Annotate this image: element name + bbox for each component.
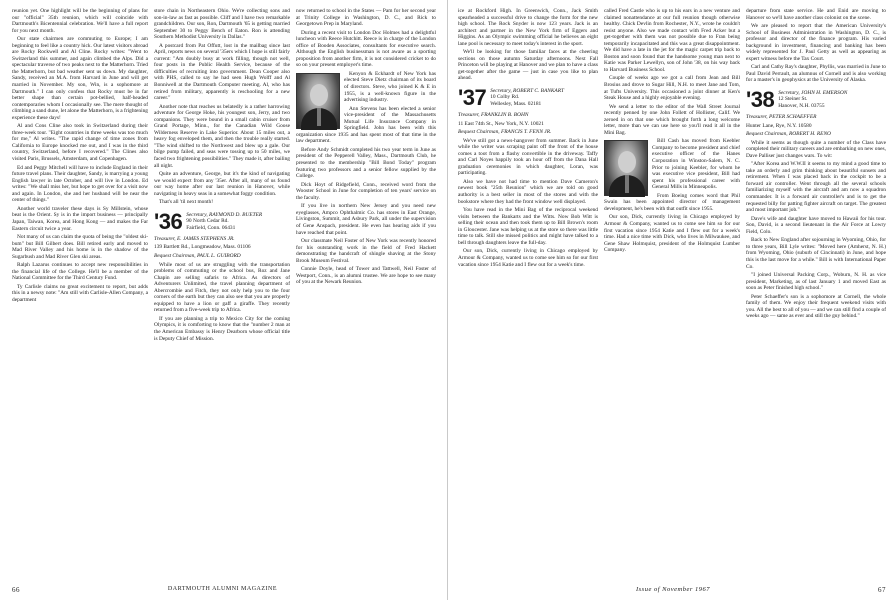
paragraph: Connie Doyle, head of Tower and Tattwell, Neil Foster of Westport, Conn., is an alumni trustee. We are hope to see many of you at the Newark Reunion. (296, 266, 436, 286)
paragraph: "I joined Universal Packing Corp., Woburn, N. H. as vice president, Marketing, as of last January 1 and moved East as soon as Peter finished high school." (746, 272, 886, 292)
class-officers (778, 90, 847, 109)
paragraph: Also we have not had time to mention Dave Cameron's newest book "25th Reunion" which we are told on good authority is a best seller in most of the stores and with the bookstore where they had the front window well displayed. (458, 178, 598, 205)
bequest-line: Bequest Chairman, ROBERT H. RENO (746, 131, 831, 138)
paragraph: ice at Rockford High. In Greenwich, Conn., Jack Smith spearheaded a successful drive to change the form for the new high school. The Rock Snyder is now 123 years. Jack is an architect and partner in the New York firm of Eggers and Higgins. As an Olympic swimming official he believes an eight lane pool is necessary to meet today's interest in the sport. (458, 8, 598, 47)
class-year: '37 (458, 85, 487, 111)
portrait-image (604, 140, 648, 196)
paragraph: During a recent visit to London Doc Holmes had a delightful luncheon with Reece Hutchitt. Reece is in charge of the London office of Booden Associates, consultants for executive search. Although the English businessman is not aware as a sporting proposition from another firm, it is not considered cricket to do so on your present employer's time. (296, 29, 436, 69)
class-officers (186, 212, 262, 231)
right-column-1 (458, 8, 598, 270)
right-column-2 (604, 8, 740, 256)
class-officers (490, 88, 564, 107)
paragraph: Couple of weeks ago we got a call from Jean and Bill Brosius and drove to Sugar Hill, N.H. to meet Jane and Tom, at Tufts University. This occasioned a joint dinner at Ken's Steak House and a highly enjoyable evening. (604, 75, 740, 102)
treasurer-address: 11 East 74th St., New York, N.Y. 10021 (458, 120, 544, 127)
portrait-photo (296, 73, 340, 129)
left-column-1 (12, 8, 148, 306)
paragraph: Peter Schaeffer's son is a sophomore at Cornell, the whole family of them. We enjoy their frequent weekend visits with you. All the best to all of you — and we can still find a couple of weeks ago — same as ever and still the guy behind." (746, 293, 886, 320)
class-year: '36 (154, 208, 183, 234)
right-footer (458, 586, 886, 594)
address-line: Wellesley, Mass. 02181 (490, 100, 542, 107)
secretary-line: Secretary, JOHN H. EMERSON (778, 90, 848, 97)
portrait-photo (604, 140, 648, 196)
treasurer-address: 139 Bartlett Rd., Longmeadow, Mass. 01106 (154, 244, 251, 251)
paragraph: Back to New England after sojourning in Wyoming, Ohio, for to three years, Bill Lyle writes: "Moved here (Amherst, N. H.) from Wyoming, Ohio (suburb of Cincinnati) in June, and hope this is the last move for a while." Bill is with International Paper Co. (746, 237, 886, 270)
bequest-line: Bequest Chairman, FRANCIS T. FENN JR. (458, 129, 552, 136)
page-number: 66 (12, 586, 20, 594)
paragraph: We've still got a news-hangover from summer. Back in June while the writer was scraping paint off the front of the house comes a toot from a flashy convertible in the driveway. Taffy and Carl Noyes happily took an hour off from the Dana Hall graduation ceremonies in which daughter, Loran, was participating. (458, 137, 598, 177)
treasurer-line: Treasurer, E. JAMES STEPHENS JR. (154, 235, 235, 242)
page-number: 67 (877, 586, 886, 594)
paragraph: Another world traveler these days is Sy Millstein, whose beat is the Orient. Sy is in the import business — principally Japan, Taiwan, Korea, and Hong Kong — and makes the Far Eastern circuit twice a year. (12, 205, 148, 232)
paragraph: Our son, Dick, currently living in Chicago employed by Armour & Company, wanted us to come see him so for our first vacation since 1954 Katie and I flew out for a week's time. Had a nice time with Dick, who lives in Milwaukee, and Gene Shaw Holmquist, president of the Holmquist Lumber Company. (604, 214, 740, 254)
treasurer-address: Hunter Lane, Rye, N.Y. 10580 (746, 122, 812, 129)
paragraph: Quite an adventure, George, but it's the kind of navigating we would expect from any '35er. After all, many of us found our way home after our last reunion in Hanover, while navigating in heavy seas in a somewhat foggy condition. (154, 171, 290, 197)
paragraph: You have read in the Mini Bag of the reciprocal weekend visits between the Bankarts and the Witts. Now Bob Witt is selling their ocean and then took them up to Bill Brown's room in Gloucester. Jane was helping us at the store so there was little time to talk. Still she missed politics and might have talked to a bell through daughters leave the full-day. (458, 207, 598, 246)
paragraph: Dick Hoyt of Ridgefield, Conn., received word from the Wooster School in June for completion of ten years' service on the faculty. (296, 181, 436, 201)
secretary-line: Secretary, ROBERT C. BANKART (490, 88, 565, 95)
paragraph: Bill Cash has moved from Keebler Company to become president and chief executive officer of the Hanes Corporation in Winston-Salem, N. C. Prior to joining Keebler, for whom he was executive vice president, Bill had spent his professional career with General Mills in Minneapolis. (652, 138, 740, 191)
paragraph: Ed and Peggy Mitchell will have to include England in their future travel plans. Their daughter, Sandy, is marrying a young English lawyer in late October, and will live in London. Ed writes: "We shall miss her, but hope to get over for a visit now and again. In London, she and her husband will be near the center of things." (12, 164, 148, 204)
right-page (448, 0, 896, 600)
paragraph: Carl and Cathy Ray's daughter, Phyllis, was married in June to Paul David Perrault, an alumnus of Cornell and is also working for a master's in geophysics at the University of Alaska. (746, 64, 886, 84)
paragraph: Before Andy Schmidt completed his two year term in June as president of the Pepperell Valley, Mass., Dartmouth Club, he presented to the membership "Bill Bond Today" program featuring two professors and a senior fellow supplied by the College. (296, 146, 436, 180)
paragraph: store chain in Northeastern Ohio. We're collecting sons and son-in-law as fast as possible. Cliff and I have two remarkable grandchildren. Our son, Ron, Dartmouth '65 is getting married September 30 to Peggy Bench of Eaton. Ron is attending Southern Methodist University in Dallas." (154, 8, 290, 41)
address-line: 10 Colby Rd. (490, 94, 520, 101)
paragraph: Dave's wife and daughter have moved to Hawaii for his tour. Son, David, is a second lieutenant in the Air Force at Lowry Field, Colo. (746, 215, 886, 235)
paragraph: If you are planning a trip to Mexico City for the coming Olympics, it is comforting to know that the "number 2 man at the American Embassy is Henry Dearborn whose official title is Deputy Chief of Mission. (154, 315, 290, 342)
left-column-2 (154, 8, 290, 344)
class-header-1938 (746, 87, 886, 113)
paragraph: We'll be looking for those familiar faces at the cheering sections on those autumn Saturday afternoons. Next Fall Princeton will be playing at Hanover and we plan to have a class get-together after the game — just in case you like to plan ahead. (458, 49, 598, 82)
paragraph: Kenyon & Eckhardt of New York has elected Steve Dietz chairman of its board of directors. Steve, who joined K & E in 1955, is a well-known figure in the advertising industry. (344, 70, 436, 104)
paragraph: While most of us are struggling with the transportation problems of commuting or the school bus, Roz and Jane Chapin are selling safaris to Africa. As directors of Adventurers Unlimited, the travel planning department of Abercrombie and Fitch, they not only help you to the four corners of the earth but they can also see that you are properly equipped to have a lion or gaff a giraffe. They recently returned from a five-week trip to Africa. (154, 261, 290, 314)
address-line: Hanover, N.H. 03755 (778, 102, 825, 109)
paragraph: If you live in northern New Jersey and you need new eyeglasses, Ampco Ophthalmic Co. has stores in East Orange, Livingston, Summit, and Asbury Park, all under the supervision of Gene Anspach, president. He even has hearing aids if you have reached that point. (296, 203, 436, 236)
class-header-1936 (154, 208, 290, 234)
paragraph: Al and Cons Cline also took in Switzerland during their three-week tour. "Eight countries in three weeks was too much for me," Al writes. "The rapid change of time zones from California to Europe knocked me out, and I was in the third country, Switzerland, before I recovered." The Clines also visited Paris, Brussels, Amsterdam, and Copenhagen. (12, 123, 148, 163)
paragraph: Another note that reaches us belatedly is a rather harrowing adventure for George Hoke, his youngest son, Jerry, and two companions. They were bound in a small cabin cruiser from Grand Portage, Minn., for the Canadian Wild Goose Wilderness Reserve in Lake Superior. About 15 miles out, a heavy fog enveloped them, and then the trouble really started. "The wind shifted to the Northwest and blew up a gale. Our bilge pump failed, and seas were tossing up to 50 miles, we faced two frightening possibilities." They made it, after bailing all night. (154, 103, 290, 169)
issue-label: Issue of November 1967 (635, 586, 710, 593)
paragraph: reunion yet. One highlight will be the beginning of plans for our "official" 35th reunion, which will coincide with Dartmouth's Bicentennial celebration. We'll have a full report for you next month. (12, 8, 148, 34)
portrait-image (296, 73, 340, 129)
paragraph: Our classmate Neil Foster of New York was recently honored for his outstanding work in the field of Fred Hackett demonstrating the handcraft of shingle shaving at the Stony Brook Museum Festival. (296, 238, 436, 264)
paragraph: Our state chairmen are commuting to Europe; I am beginning to feel like a country hick. Our latest visitors abroad are Rocky Rockwell and Al Cline. Rocky writes: "Went to Switzerland this summer, and again climbed the Alps. Did a spectacular traverse of two peaks next to the Matterhorn. Tried the Matterhorn, but bad weather sent us down. My daughter, Sandy, received an M.A. from Harvard in June and will get married in November. My son, Win, is a sophomore at Dartmouth." I can only confess that Rocky must be in far better shape than certain pot-bellied, half-headed contemporaries whom I occasionally see. The mere thought of climbing a sand dune, let alone the Matterhorn, is a frightening experience these days! (12, 36, 148, 121)
left-footer (12, 586, 435, 594)
paragraph: We are pleased to report that the American University's School of Business Administration in Washington, D. C., is professor and director of the finance program. His varied background in investment, financing and banking has been widely represented for J. Paul Getty as well as appearing as expert witness before the Tax Court. (746, 23, 886, 62)
paragraph: From Boeing comes word that Phil Swain has been appointed director of management development, he's been with that outfit since 1955. (604, 192, 740, 212)
bequest-line: Bequest Chairman, PAUL L. GUIBORD (154, 252, 241, 259)
right-column-3 (746, 8, 886, 322)
paragraph: Ann Stevens has been elected a senior vice-president of the Massachusetts Mutual Life Insurance Company in Springfield. John has been with this organization since 1935 and has spent most of that time in the law department. (296, 105, 436, 145)
paragraph: "After Korea and W.W.II it seems to my mind a good time to take an orderly and grim thinking about beautiful sunsets and retirement. When I was placed back in the cockpit to be a forward air controller. Went through all the several schools familiarizing myself with the aircraft and am now a squadron commander. It is a forward air controller's and is to get the requested billy for patting fighter aircraft on target. The greatest and most important job." (746, 161, 886, 214)
paragraph: We send a letter to the editor of the Wall Street Journal recently penned by one John Follett of Hollister, Calif. We zeroed in on that one which brought forth a long welcome letter, more than we can use here so you'll read it all in the Mini Bag. (604, 103, 740, 136)
address-line: 90 North Cedar Rd. (186, 218, 229, 225)
paragraph: While it seems as though quite a number of the Class have completed their military careers and are embarking on new ones, Dave Palliser just changes wars. To wit: (746, 139, 886, 159)
secretary-line: Secretary, RAYMOND D. BUETER (186, 211, 263, 218)
paragraph: That's all 'til next month! (159, 199, 214, 206)
paragraph: Not many of us can claim the quota of being the "oldest ski-bum" but Bill Gilbert does. Bill retired early and moved to Mad River Valley and his home is in the shadow of the Sugarbush and Mad River Glen ski areas. (12, 234, 148, 260)
address-line: 12 Steiner St. (778, 96, 808, 103)
magazine-title: DARTMOUTH ALUMNI MAGAZINE (167, 586, 278, 592)
paragraph: Our son, Dick, currently living in Chicago employed by Armour & Company, wanted us to come see him so for our first vacation since 1954 Katie and I flew out for a week's time. (458, 248, 598, 268)
left-column-3 (296, 8, 436, 288)
paragraph: Ty Carlisle claims no great excitement to report, but adds this in a newsy note: "Am still with Carlisle-Allen Company, a department (12, 283, 148, 303)
paragraph: called Fred Castle who is up to his ears in a new venture and claimed nonattendance at our full reunion though otherwise healthy. Chick Devlin from Rochester, N.Y., wrote he couldn't resist anyone. Also we made contact with Fred Acker but a get-together with them was not possible due to Fran being temporarily incapacitated and this was a great disappointment. We did have a late in the jet for the magic carpet trip back to Boston and soon found that the handsome young man next to Katie was Parker Lewellyn, son of John '38, on his way back to Harvard Business School. (604, 8, 740, 73)
paragraph: departure from state service. He and Enid are moving to Hanover so we'll have another class colonist on the scene. (746, 8, 886, 21)
class-header-1937 (458, 85, 598, 111)
treasurer-line: Treasurer, FRANKLIN B. BOHN (458, 112, 529, 119)
paragraph: Ralph Lazarus continues to accept new responsibilities in the financial life of the College. He'll be a member of the National Committee for the Third Century Fund. (12, 262, 148, 282)
treasurer-line: Treasurer, PETER SCHAEFFER (746, 114, 817, 121)
paragraph: A postcard from Pat Offutt, lost in the mailbag since last April, reports news on several '35ers which I hope is still fairly current: "Am doubly busy at work filling, though not well, four posts in the Public Health Service, because of the difficulties of recruiting into government. Dean Cooper also with PHS, called to say he had seen Hugh Wolff and Al Bonniwell at the Dartmouth Computer meeting. Al, who has retired from military, apparently is reschooling for a new career." (154, 42, 290, 102)
paragraph: now returned to school in the States — Pam for her second year at Trinity College in Washington, D. C., and Rick to Georgetown Prep in Maryland. (296, 8, 436, 28)
address-line: Fairfield, Conn. 06431 (186, 224, 236, 231)
class-year: '38 (746, 87, 775, 113)
